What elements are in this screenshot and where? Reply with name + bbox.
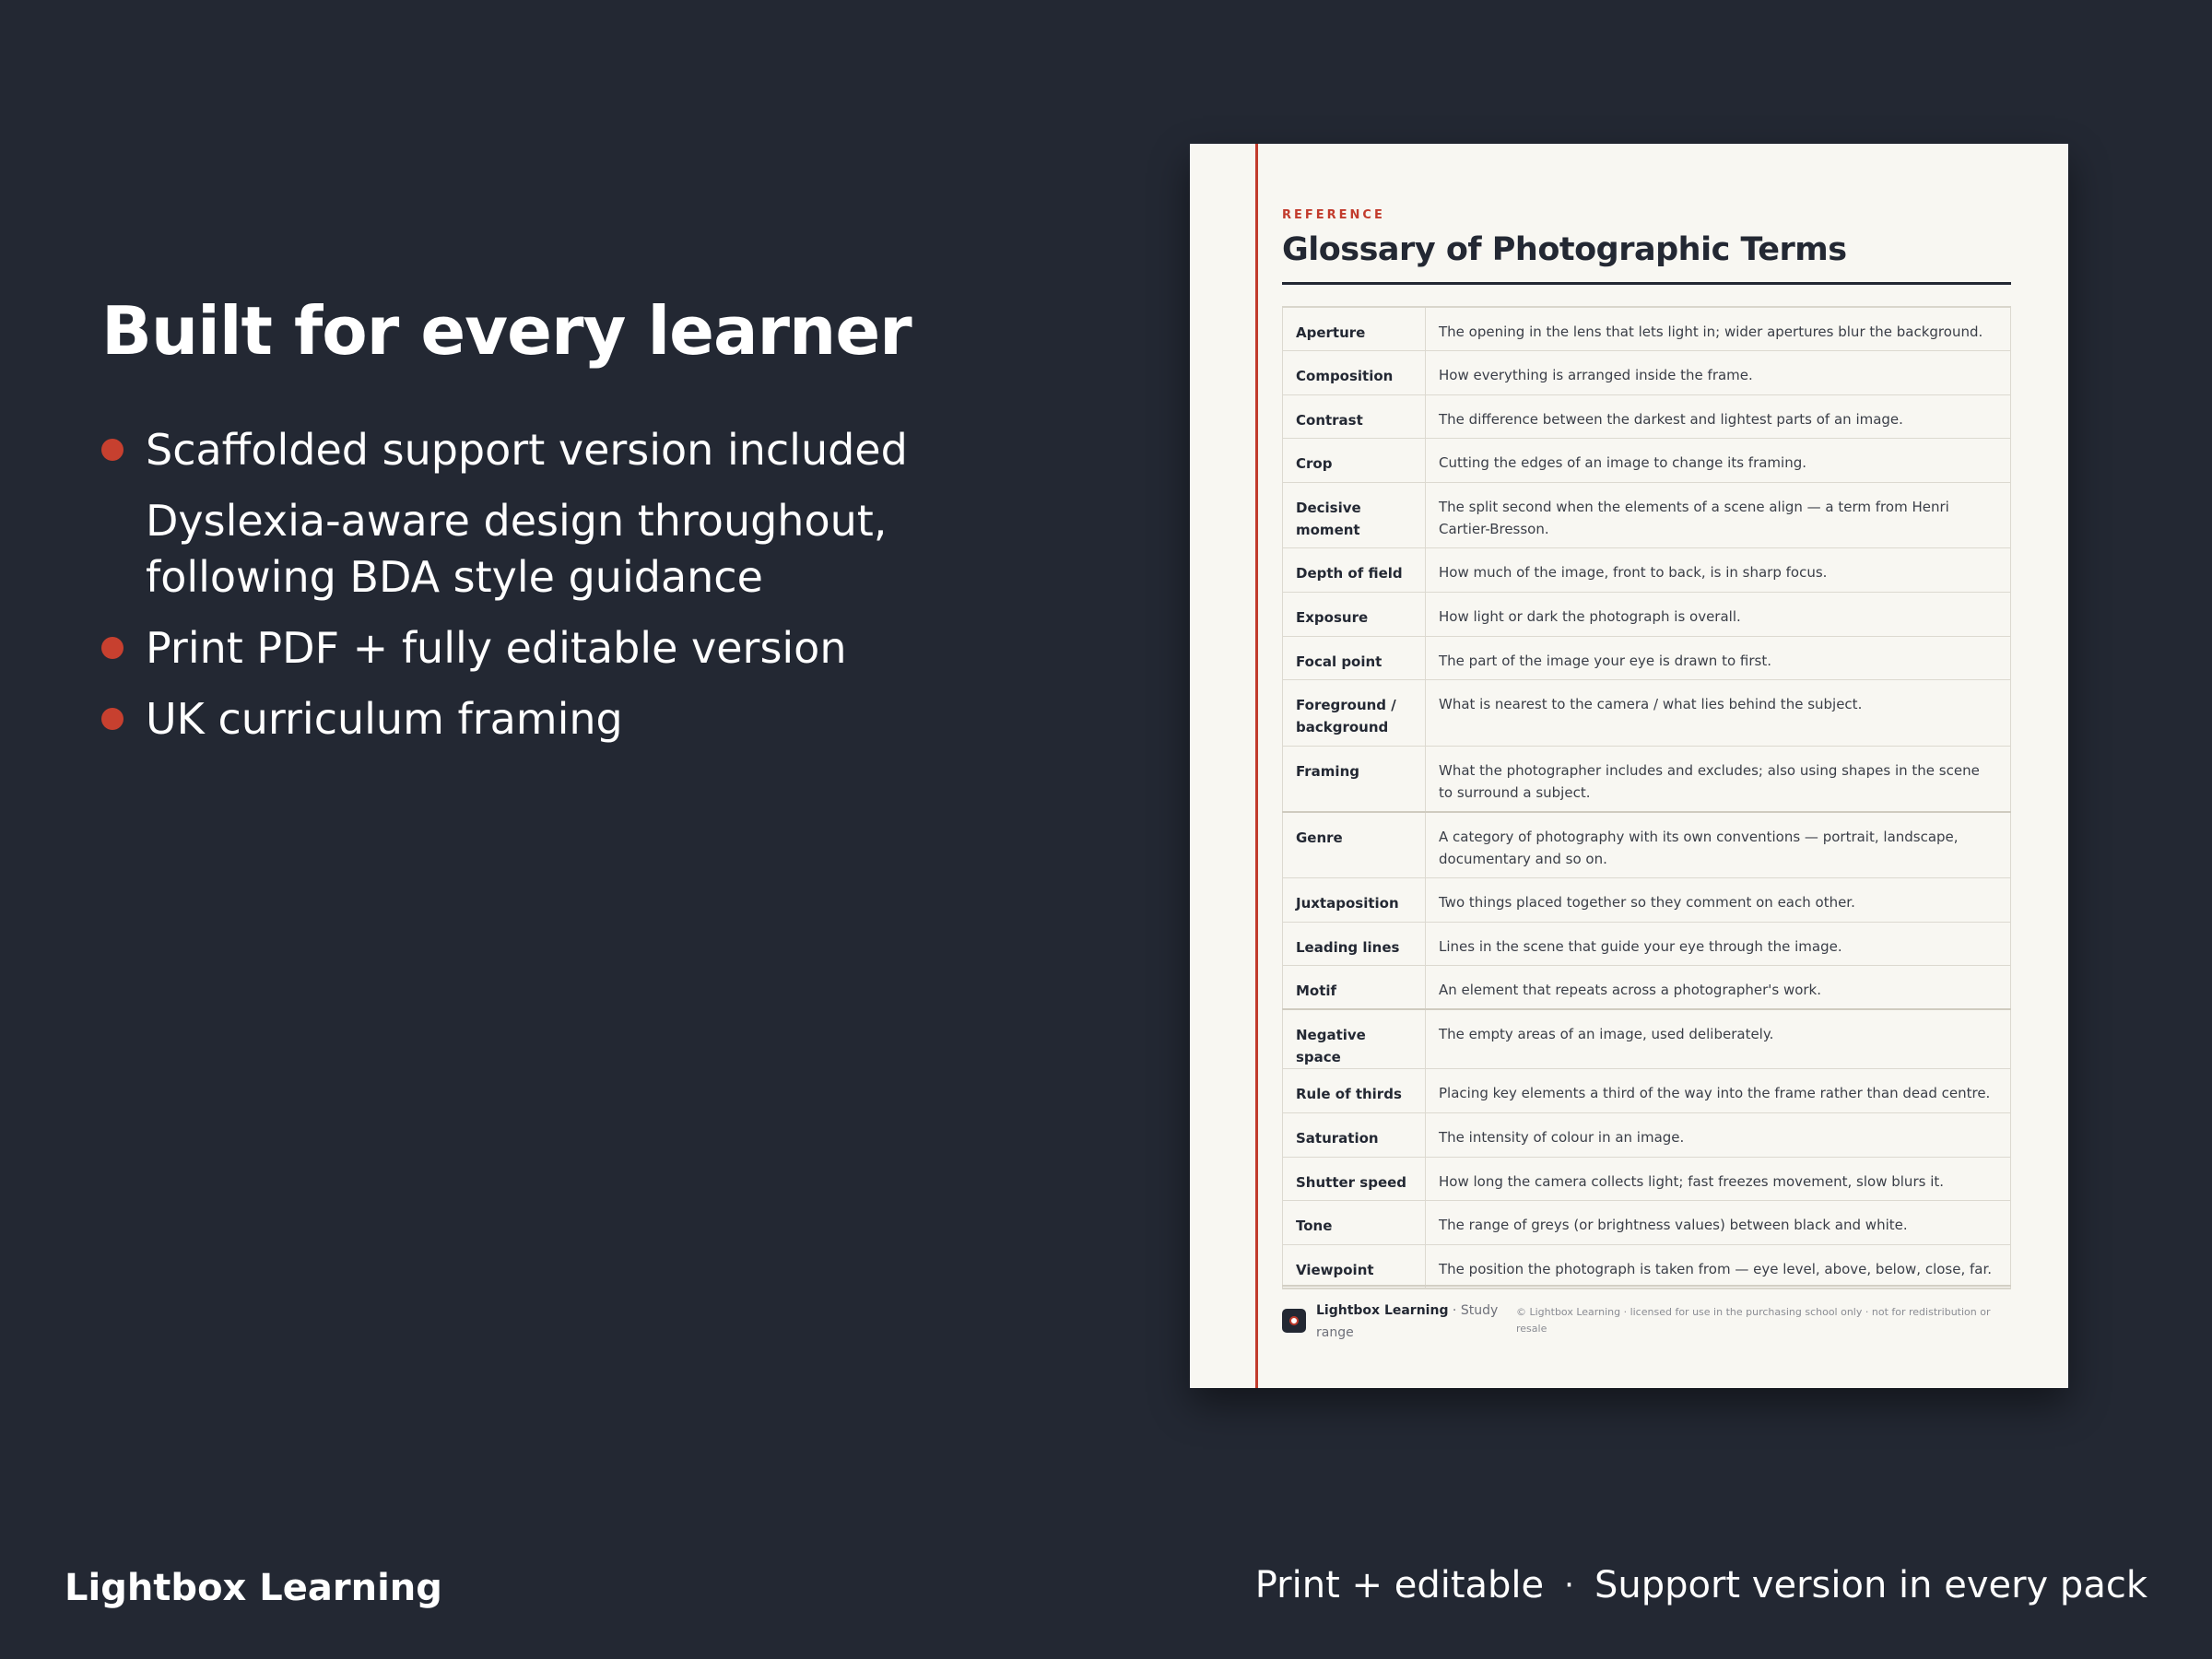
document-footer-brand [1316, 1300, 1500, 1344]
glossary-definition: Placing key elements a third of the way into the frame rather than dead centre. [1426, 1069, 2011, 1113]
glossary-term: Aperture [1283, 307, 1426, 351]
glossary-term: Shutter speed [1283, 1157, 1426, 1201]
glossary-table [1282, 306, 2011, 1289]
glossary-term: Crop [1283, 439, 1426, 483]
feature-item [101, 620, 1023, 677]
tagline-support: Support version in every pack [1594, 1564, 2147, 1606]
bullet-dot-icon [101, 637, 124, 659]
tagline-separator: · [1564, 1567, 1574, 1604]
glossary-definition: What the photographer includes and excludes; also using shapes in the scene to surround a subject. [1426, 746, 2011, 812]
glossary-term: Leading lines [1283, 922, 1426, 966]
table-row [1283, 351, 2011, 395]
glossary-term: Juxtaposition [1283, 878, 1426, 923]
table-row [1283, 1157, 2011, 1201]
table-row [1283, 878, 2011, 923]
glossary-definition: The position the photograph is taken from — eye level, above, below, close, far. [1426, 1244, 2011, 1288]
glossary-definition: The intensity of colour in an image. [1426, 1112, 2011, 1157]
glossary-term: Contrast [1283, 394, 1426, 439]
footer-divider [1282, 1285, 2011, 1287]
glossary-definition: Cutting the edges of an image to change its framing. [1426, 439, 2011, 483]
table-row [1283, 482, 2011, 548]
document-legal-notice: © Lightbox Learning · licensed for use in the purchasing school only · not for redistribution or resale [1516, 1306, 1991, 1335]
footer-range: · Study range [1316, 1303, 1499, 1340]
brand-wordmark: Lightbox Learning [65, 1567, 442, 1609]
glossary-term: Genre [1283, 812, 1426, 878]
glossary-term: Exposure [1283, 593, 1426, 637]
glossary-definition: How long the camera collects light; fast freezes movement, slow blurs it. [1426, 1157, 2011, 1201]
table-row [1283, 680, 2011, 747]
feature-text: UK curriculum framing [146, 694, 623, 744]
glossary-definition: How much of the image, front to back, is in sharp focus. [1426, 548, 2011, 593]
glossary-definition: A category of photography with its own conventions — portrait, landscape, documentary and so on. [1426, 812, 2011, 878]
document-title: Glossary of Photographic Terms [1282, 231, 1847, 268]
table-row [1283, 966, 2011, 1010]
glossary-definition: The part of the image your eye is drawn to first. [1426, 636, 2011, 680]
glossary-term: Rule of thirds [1283, 1069, 1426, 1113]
glossary-term: Composition [1283, 351, 1426, 395]
table-row [1283, 593, 2011, 637]
table-row [1283, 812, 2011, 878]
margin-rule [1255, 144, 1258, 1388]
table-row [1283, 922, 2011, 966]
glossary-term: Depth of field [1283, 548, 1426, 593]
lens-icon [1289, 1316, 1299, 1325]
glossary-definition: The split second when the elements of a scene align — a term from Henri Cartier-Bresson. [1426, 482, 2011, 548]
footer-brand-name: Lightbox Learning [1316, 1303, 1449, 1318]
glossary-definition: How everything is arranged inside the frame. [1426, 351, 2011, 395]
glossary-term: Decisive moment [1283, 482, 1426, 548]
glossary-term: Negative space [1283, 1009, 1426, 1069]
camera-logo-icon [1282, 1309, 1306, 1333]
feature-item [101, 691, 1023, 747]
glossary-body [1283, 307, 2011, 1288]
table-row [1283, 636, 2011, 680]
table-row [1283, 548, 2011, 593]
glossary-definition: The difference between the darkest and lightest parts of an image. [1426, 394, 2011, 439]
table-row [1283, 439, 2011, 483]
document-eyebrow: REFERENCE [1282, 208, 1385, 222]
glossary-term: Motif [1283, 966, 1426, 1010]
glossary-definition: An element that repeats across a photographer's work. [1426, 966, 2011, 1010]
footer-tagline [1255, 1561, 2147, 1609]
document-preview [1190, 144, 2068, 1388]
table-row [1283, 1201, 2011, 1245]
glossary-term: Framing [1283, 746, 1426, 812]
bullet-dot-icon [101, 439, 124, 461]
glossary-definition: Lines in the scene that guide your eye through the image. [1426, 922, 2011, 966]
feature-item [101, 422, 1023, 478]
table-row [1283, 1009, 2011, 1069]
title-underline [1282, 282, 2011, 285]
tagline-print: Print + editable [1254, 1564, 1545, 1606]
glossary-definition: The range of greys (or brightness values) between black and white. [1426, 1201, 2011, 1245]
feature-text: Print PDF + fully editable version [146, 623, 847, 673]
bullet-dot-icon [101, 708, 124, 730]
glossary-definition: What is nearest to the camera / what lies behind the subject. [1426, 680, 2011, 747]
table-row [1283, 746, 2011, 812]
feature-item [101, 493, 1023, 606]
table-row [1283, 1244, 2011, 1288]
table-row [1283, 1112, 2011, 1157]
glossary-term: Focal point [1283, 636, 1426, 680]
glossary-definition: How light or dark the photograph is overall. [1426, 593, 2011, 637]
glossary-definition: The opening in the lens that lets light in; wider apertures blur the background. [1426, 307, 2011, 351]
feature-text: Scaffolded support version included [146, 425, 908, 475]
glossary-term: Tone [1283, 1201, 1426, 1245]
glossary-term: Foreground / background [1283, 680, 1426, 747]
glossary-definition: Two things placed together so they comment on each other. [1426, 878, 2011, 923]
table-row [1283, 1069, 2011, 1113]
table-row [1283, 307, 2011, 351]
feature-text: Dyslexia-aware design throughout, following BDA style guidance [146, 496, 888, 602]
glossary-term: Saturation [1283, 1112, 1426, 1157]
glossary-definition: The empty areas of an image, used deliberately. [1426, 1009, 2011, 1069]
feature-list [101, 422, 1023, 762]
headline: Built for every learner [101, 292, 912, 370]
table-row [1283, 394, 2011, 439]
glossary-term: Viewpoint [1283, 1244, 1426, 1288]
